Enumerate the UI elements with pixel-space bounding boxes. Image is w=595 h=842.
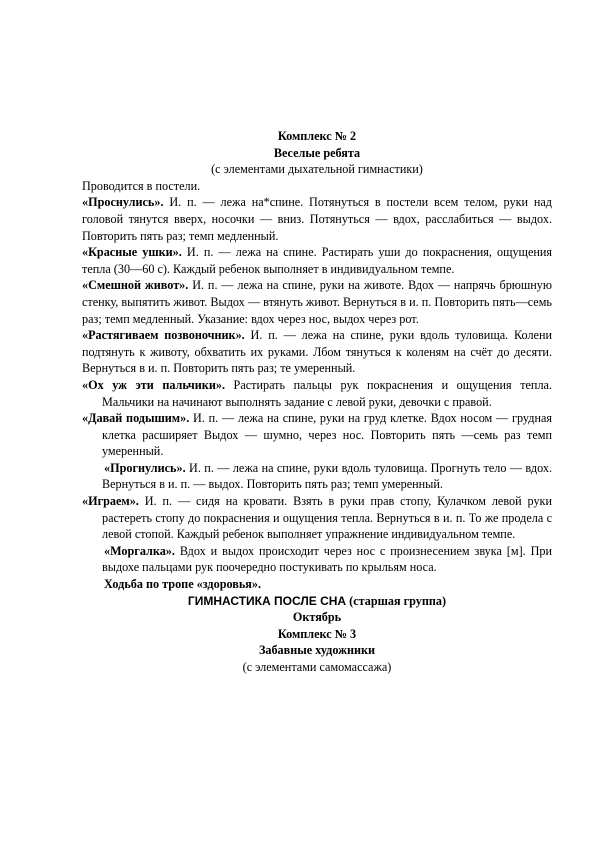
exercise-name: «Ох уж эти пальчики».	[82, 377, 225, 392]
exercise-name: «Смешной живот».	[82, 278, 189, 293]
document-page	[82, 128, 552, 676]
exercise-text: Вдох и выдох происходит через нос с произнесением звука [м]. При выдохе пальцами рук поочередно постукивать по крыльям носа.	[102, 543, 552, 575]
walk-line: Ходьба по тропе «здоровья».	[104, 577, 262, 592]
exercise-8	[82, 493, 552, 543]
exercise-9	[82, 543, 552, 576]
exercise-name: «Моргалка».	[104, 543, 175, 558]
exercise-7	[82, 460, 552, 493]
exercise-name: «Красные ушки».	[82, 245, 182, 260]
complex3-subtitle: (с элементами самомассажа)	[242, 660, 392, 674]
exercise-text: И. п. — лежа на спине, руки вдоль туловища. Колени подтянуть к животу, обхватить их руками. Лбом тянуться к коленям на счёт до десяти. Вернуться в и. п. Повторить пять раз; те умеренный.	[82, 328, 552, 376]
intro-text: Проводится в постели.	[82, 178, 201, 193]
exercise-text: И. п. — сидя на кровати. Взять в руки прав стопу, Кулачком левой руки растереть стопу до покраснения и ощущения тепла. Вернуться в и. п. То же продела с левой стопой. Каждый ребенок выполняет упражнение индивидуальном темпе.	[102, 494, 552, 542]
exercise-text: И. п. — лежа на спине, руки на животе. Вдох — напрячь брюшную стенку, выпятить живот. Выдох — втянуть живот. Вернуться в и. п. Повторить пять—семь раз; темп медленный. Указание: вдох через нос, выдох через рот.	[82, 278, 552, 326]
complex-name: Веселые ребята	[273, 145, 361, 160]
exercise-6	[82, 410, 552, 460]
complex3-name: Забавные художники	[258, 643, 376, 658]
exercise-text: Растирать пальцы рук покраснения и ощущения тепла. Мальчики на начинают выполнять задание с левой руки, девочки с правой.	[102, 377, 552, 409]
complex3-title: Комплекс № 3	[277, 626, 357, 641]
exercise-3	[82, 277, 552, 327]
complex-title: Комплекс № 2	[277, 129, 357, 143]
exercise-1	[82, 194, 552, 244]
exercise-name: «Растягиваем позвоночник».	[82, 328, 245, 343]
exercise-name: «Играем».	[82, 494, 139, 509]
exercise-name: «Давай подышим».	[82, 411, 190, 426]
exercise-name: «Прогнулись».	[104, 460, 186, 475]
exercise-2	[82, 244, 552, 277]
month-title: Октябрь	[292, 610, 342, 625]
section-title-group: (старшая группа)	[346, 593, 447, 608]
section-title-main: ГИМНАСТИКА ПОСЛЕ СНА	[187, 593, 347, 608]
exercise-text: И. п. — лежа на спине. Растирать уши до покраснения, ощущения тепла (30—60 с). Каждый ребенок выполняет в индивидуальном темпе.	[82, 245, 552, 276]
section-title	[82, 593, 552, 610]
exercise-4	[82, 327, 552, 377]
exercise-text: И. п. — лежа на спине, руки вдоль туловища. Прогнуть тело — вдох. Вернуться в и. п. — выдох. Повторить пять раз; темп умеренный.	[102, 460, 552, 492]
complex-subtitle: (с элементами дыхательной гимнастики)	[211, 162, 423, 177]
exercise-text: И. п. — лежа на спине, руки на груд клетке. Вдох носом — грудная клетка расширяет Выдох — шумно, через нос. Повторить пять —семь раз темп умеренный.	[102, 411, 552, 459]
exercise-text: И. п. — лежа на*спине. Потянуться в постели всем телом, руки над головой тянутся вверх, носочки — вниз. Потянуться — вдох, расслабиться — выдох. Повторить пять раз; темп медленный.	[82, 195, 552, 243]
exercise-5	[82, 377, 552, 410]
exercise-name: «Проснулись».	[82, 195, 164, 210]
